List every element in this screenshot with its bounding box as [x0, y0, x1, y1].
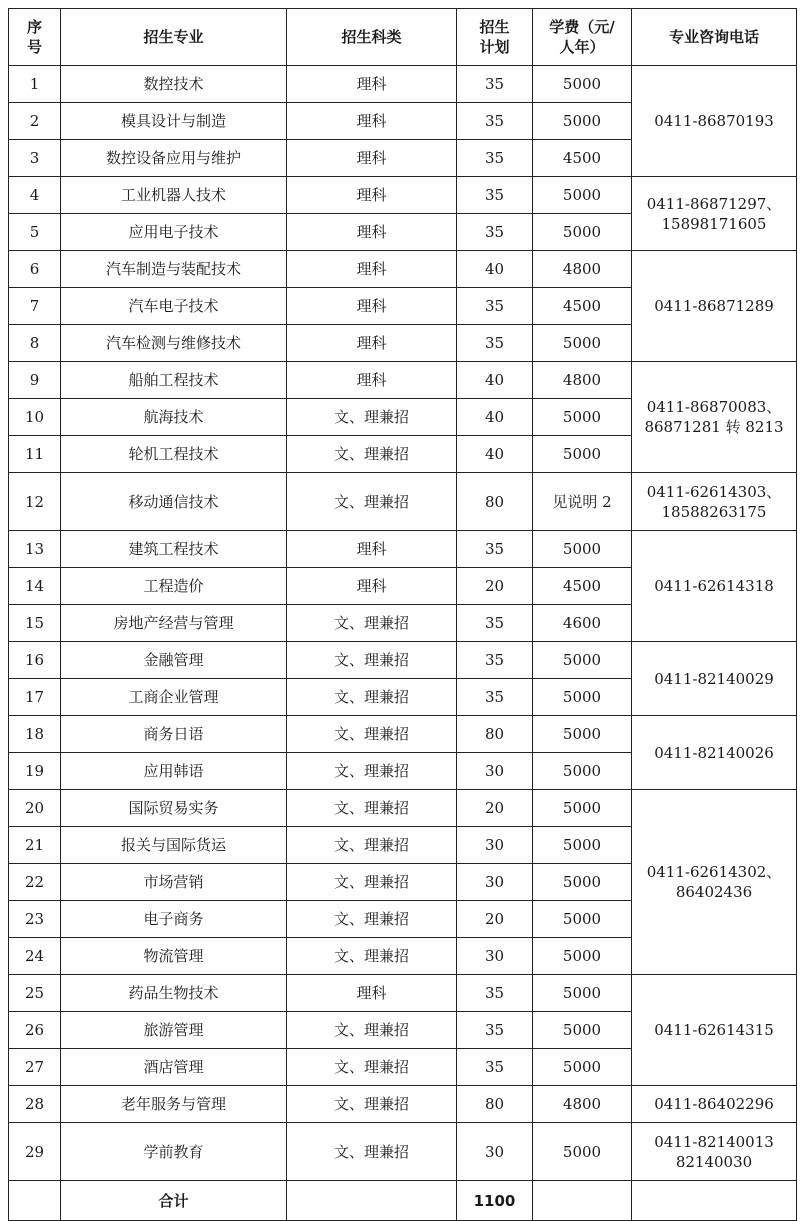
row-category: 理科 [287, 531, 457, 568]
header-fee [533, 9, 632, 66]
row-major: 建筑工程技术 [61, 531, 287, 568]
table-row [9, 1123, 797, 1181]
row-major: 航海技术 [61, 399, 287, 436]
consult-phone-line: 86402436 [675, 883, 753, 901]
row-plan: 35 [457, 214, 533, 251]
consult-phone-line: 18588263175 [661, 502, 767, 521]
row-plan: 30 [457, 827, 533, 864]
row-fee: 5000 [533, 177, 632, 214]
consult-phone-cell [632, 362, 797, 473]
header-plan-line2: 计划 [479, 38, 510, 56]
row-fee: 4500 [533, 568, 632, 605]
consult-phone-line: 82140030 [675, 1152, 753, 1171]
row-category: 理科 [287, 362, 457, 399]
row-major: 电子商务 [61, 901, 287, 938]
consult-phone-cell [632, 531, 797, 642]
row-category: 文、理兼招 [287, 679, 457, 716]
row-index: 8 [9, 325, 61, 362]
row-category: 理科 [287, 568, 457, 605]
row-plan: 35 [457, 1049, 533, 1086]
consult-phone-line: 0411-86870193 [654, 112, 774, 130]
row-category: 理科 [287, 177, 457, 214]
row-plan: 20 [457, 901, 533, 938]
row-category: 文、理兼招 [287, 790, 457, 827]
table-row [9, 177, 797, 214]
row-major: 金融管理 [61, 642, 287, 679]
row-plan: 80 [457, 716, 533, 753]
row-fee: 5000 [533, 716, 632, 753]
row-category: 文、理兼招 [287, 605, 457, 642]
row-fee: 5000 [533, 325, 632, 362]
total-fee-cell [533, 1181, 632, 1221]
row-fee: 5000 [533, 864, 632, 901]
row-index: 20 [9, 790, 61, 827]
header-row [9, 9, 797, 66]
row-category: 理科 [287, 251, 457, 288]
header-index-line2: 号 [26, 38, 42, 56]
header-fee-line2: 人年） [559, 38, 605, 56]
row-plan: 35 [457, 325, 533, 362]
row-plan: 30 [457, 753, 533, 790]
row-fee: 4500 [533, 140, 632, 177]
consult-phone-line: 0411-62614302、 [646, 863, 782, 881]
total-row [9, 1181, 797, 1221]
row-index: 28 [9, 1086, 61, 1123]
row-index: 1 [9, 66, 61, 103]
row-plan: 20 [457, 790, 533, 827]
row-index: 18 [9, 716, 61, 753]
row-category: 理科 [287, 288, 457, 325]
row-index: 21 [9, 827, 61, 864]
consult-phone-cell [632, 790, 797, 975]
header-index-line1: 序 [26, 18, 42, 36]
row-category: 理科 [287, 975, 457, 1012]
row-plan: 40 [457, 436, 533, 473]
row-category: 文、理兼招 [287, 1123, 457, 1181]
row-index: 10 [9, 399, 61, 436]
table-row [9, 66, 797, 103]
row-major: 汽车电子技术 [61, 288, 287, 325]
row-fee: 4800 [533, 1086, 632, 1123]
row-fee: 4600 [533, 605, 632, 642]
row-fee: 5000 [533, 214, 632, 251]
consult-phone-line: 0411-62614303、 [646, 482, 782, 501]
row-index: 12 [9, 473, 61, 531]
consult-phone-cell [632, 251, 797, 362]
row-major: 工业机器人技术 [61, 177, 287, 214]
row-fee: 5000 [533, 531, 632, 568]
row-fee: 见说明 2 [533, 473, 632, 531]
row-plan: 20 [457, 568, 533, 605]
consult-phone-line: 0411-86402296 [654, 1095, 774, 1113]
row-index: 6 [9, 251, 61, 288]
row-index: 17 [9, 679, 61, 716]
row-major: 数控技术 [61, 66, 287, 103]
row-major: 商务日语 [61, 716, 287, 753]
row-category: 理科 [287, 214, 457, 251]
row-major: 老年服务与管理 [61, 1086, 287, 1123]
row-index: 23 [9, 901, 61, 938]
row-fee: 5000 [533, 975, 632, 1012]
row-plan: 35 [457, 605, 533, 642]
row-plan: 30 [457, 938, 533, 975]
row-fee: 5000 [533, 642, 632, 679]
row-plan: 30 [457, 864, 533, 901]
total-plan: 1100 [457, 1181, 533, 1221]
row-index: 29 [9, 1123, 61, 1181]
consult-phone-line: 0411-82140029 [654, 669, 774, 688]
consult-phone-line: 0411-86871297、 [646, 194, 782, 213]
row-fee: 5000 [533, 679, 632, 716]
row-index: 4 [9, 177, 61, 214]
row-plan: 35 [457, 177, 533, 214]
row-fee: 5000 [533, 103, 632, 140]
table-row [9, 251, 797, 288]
total-phone-cell [632, 1181, 797, 1221]
header-category: 招生科类 [287, 9, 457, 66]
admission-table-wrapper [8, 8, 797, 1221]
row-category: 文、理兼招 [287, 399, 457, 436]
row-category: 文、理兼招 [287, 642, 457, 679]
consult-phone-cell [632, 1086, 797, 1123]
consult-phone-cell [632, 716, 797, 790]
row-index: 5 [9, 214, 61, 251]
row-major: 酒店管理 [61, 1049, 287, 1086]
row-plan: 40 [457, 362, 533, 399]
row-category: 文、理兼招 [287, 716, 457, 753]
row-plan: 30 [457, 1123, 533, 1181]
row-category: 理科 [287, 325, 457, 362]
table-body [9, 66, 797, 1181]
row-plan: 40 [457, 251, 533, 288]
consult-phone-line: 0411-62614318 [654, 577, 774, 595]
row-major: 工程造价 [61, 568, 287, 605]
row-major: 市场营销 [61, 864, 287, 901]
row-index: 2 [9, 103, 61, 140]
total-index-cell [9, 1181, 61, 1221]
consult-phone-line: 0411-86870083、 [646, 398, 782, 416]
row-index: 22 [9, 864, 61, 901]
table-row [9, 531, 797, 568]
row-category: 文、理兼招 [287, 1049, 457, 1086]
row-major: 旅游管理 [61, 1012, 287, 1049]
row-index: 3 [9, 140, 61, 177]
header-index [9, 9, 61, 66]
row-category: 文、理兼招 [287, 938, 457, 975]
row-fee: 5000 [533, 1012, 632, 1049]
total-category-cell [287, 1181, 457, 1221]
row-plan: 35 [457, 679, 533, 716]
consult-phone-line: 0411-62614315 [654, 1021, 774, 1039]
row-major: 汽车检测与维修技术 [61, 325, 287, 362]
row-category: 理科 [287, 66, 457, 103]
row-fee: 5000 [533, 753, 632, 790]
row-index: 16 [9, 642, 61, 679]
row-fee: 5000 [533, 901, 632, 938]
consult-phone-cell [632, 66, 797, 177]
row-plan: 35 [457, 1012, 533, 1049]
row-major: 船舶工程技术 [61, 362, 287, 399]
header-phone: 专业咨询电话 [632, 9, 797, 66]
row-major: 学前教育 [61, 1123, 287, 1181]
row-category: 文、理兼招 [287, 1012, 457, 1049]
row-plan: 35 [457, 140, 533, 177]
row-index: 25 [9, 975, 61, 1012]
table-row [9, 790, 797, 827]
row-major: 物流管理 [61, 938, 287, 975]
row-index: 7 [9, 288, 61, 325]
table-row [9, 1086, 797, 1123]
row-fee: 5000 [533, 827, 632, 864]
header-plan-line1: 招生 [479, 18, 510, 36]
row-fee: 5000 [533, 938, 632, 975]
row-category: 文、理兼招 [287, 864, 457, 901]
row-category: 文、理兼招 [287, 473, 457, 531]
row-index: 19 [9, 753, 61, 790]
row-fee: 5000 [533, 1123, 632, 1181]
header-fee-line1: 学费（元/ [549, 18, 615, 36]
row-fee: 5000 [533, 66, 632, 103]
row-category: 文、理兼招 [287, 753, 457, 790]
row-major: 数控设备应用与维护 [61, 140, 287, 177]
row-category: 文、理兼招 [287, 1086, 457, 1123]
table-row [9, 975, 797, 1012]
total-label: 合计 [61, 1181, 287, 1221]
row-fee: 4500 [533, 288, 632, 325]
row-category: 文、理兼招 [287, 901, 457, 938]
row-index: 15 [9, 605, 61, 642]
consult-phone-line: 86871281 转 8213 [644, 418, 784, 436]
row-plan: 35 [457, 531, 533, 568]
row-plan: 35 [457, 103, 533, 140]
table-row [9, 642, 797, 679]
row-index: 26 [9, 1012, 61, 1049]
header-major: 招生专业 [61, 9, 287, 66]
table-row [9, 362, 797, 399]
row-major: 国际贸易实务 [61, 790, 287, 827]
consult-phone-line: 0411-86871289 [654, 297, 774, 315]
row-fee: 4800 [533, 251, 632, 288]
row-major: 报关与国际货运 [61, 827, 287, 864]
table-row [9, 716, 797, 753]
consult-phone-cell [632, 473, 797, 531]
row-index: 11 [9, 436, 61, 473]
row-major: 应用韩语 [61, 753, 287, 790]
consult-phone-line: 15898171605 [661, 214, 767, 233]
row-major: 汽车制造与装配技术 [61, 251, 287, 288]
row-category: 理科 [287, 140, 457, 177]
row-major: 轮机工程技术 [61, 436, 287, 473]
row-index: 13 [9, 531, 61, 568]
row-major: 工商企业管理 [61, 679, 287, 716]
row-major: 药品生物技术 [61, 975, 287, 1012]
row-plan: 80 [457, 473, 533, 531]
consult-phone-line: 0411-82140013 [654, 1132, 774, 1151]
row-plan: 35 [457, 288, 533, 325]
row-fee: 4800 [533, 362, 632, 399]
row-plan: 35 [457, 642, 533, 679]
row-index: 27 [9, 1049, 61, 1086]
row-index: 24 [9, 938, 61, 975]
row-plan: 35 [457, 66, 533, 103]
consult-phone-cell [632, 177, 797, 251]
row-category: 文、理兼招 [287, 827, 457, 864]
row-fee: 5000 [533, 790, 632, 827]
row-index: 9 [9, 362, 61, 399]
table-row [9, 473, 797, 531]
row-fee: 5000 [533, 1049, 632, 1086]
row-category: 理科 [287, 103, 457, 140]
row-fee: 5000 [533, 436, 632, 473]
consult-phone-cell [632, 975, 797, 1086]
row-major: 模具设计与制造 [61, 103, 287, 140]
row-plan: 35 [457, 975, 533, 1012]
row-major: 移动通信技术 [61, 473, 287, 531]
consult-phone-cell [632, 642, 797, 716]
row-plan: 40 [457, 399, 533, 436]
row-major: 房地产经营与管理 [61, 605, 287, 642]
consult-phone-cell [632, 1123, 797, 1181]
admission-plan-table [8, 8, 797, 1221]
row-major: 应用电子技术 [61, 214, 287, 251]
row-index: 14 [9, 568, 61, 605]
consult-phone-line: 0411-82140026 [654, 743, 774, 762]
row-plan: 80 [457, 1086, 533, 1123]
row-fee: 5000 [533, 399, 632, 436]
header-plan [457, 9, 533, 66]
row-category: 文、理兼招 [287, 436, 457, 473]
